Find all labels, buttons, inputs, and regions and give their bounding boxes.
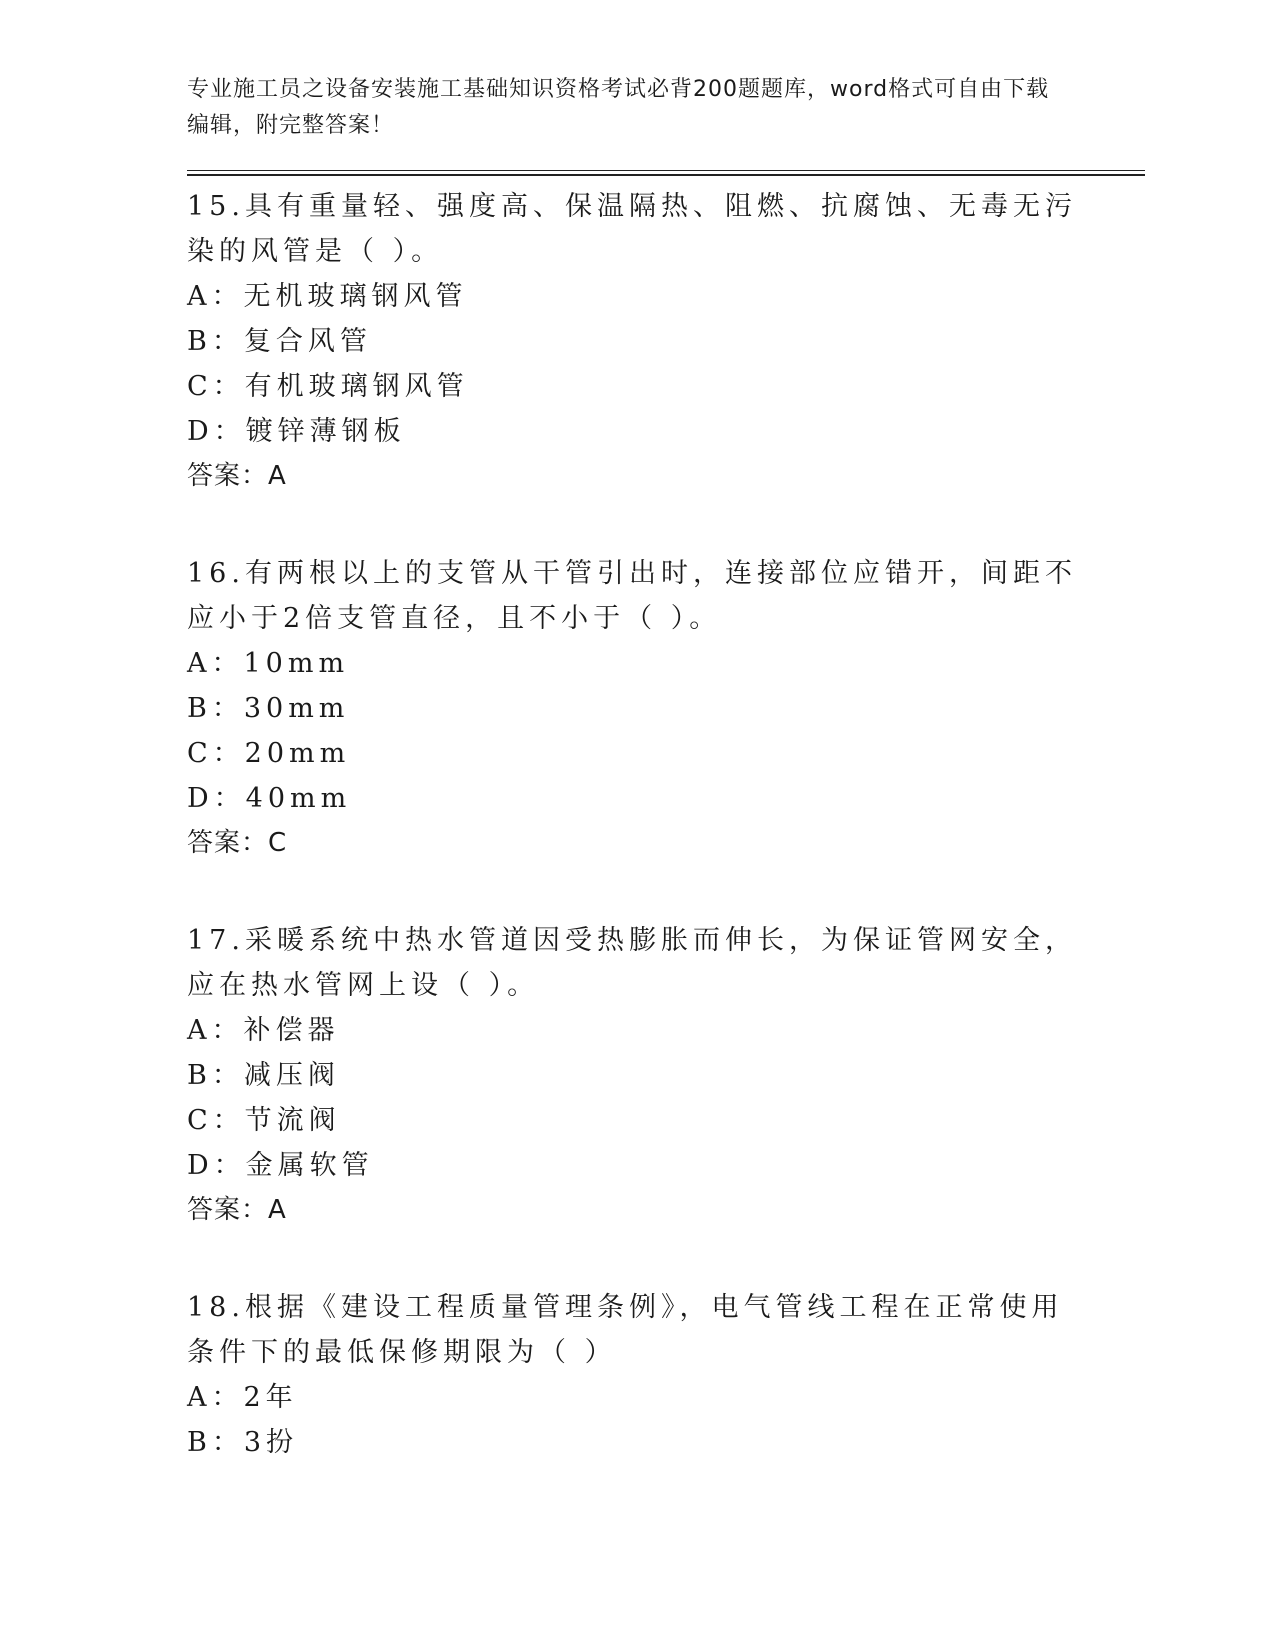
option-d: D：40mm xyxy=(187,783,352,814)
option-a: A：10mm xyxy=(187,648,350,679)
option-d: D：金属软管 xyxy=(187,1150,374,1181)
option-b: B：30mm xyxy=(187,693,350,724)
option-b: B：3扮 xyxy=(187,1427,299,1458)
question-15 xyxy=(187,184,1147,499)
answer-line: 答案：A xyxy=(187,1195,287,1225)
option-c: C：有机玻璃钢风管 xyxy=(187,371,469,402)
option-a: A：无机玻璃钢风管 xyxy=(187,281,468,312)
answer-line: 答案：A xyxy=(187,461,287,491)
option-a: A：2年 xyxy=(187,1382,298,1413)
option-b: B：减压阀 xyxy=(187,1060,340,1091)
question-16 xyxy=(187,551,1147,866)
option-b: B：复合风管 xyxy=(187,326,372,357)
answer-line: 答案：C xyxy=(187,828,288,858)
header-divider xyxy=(187,170,1145,176)
option-d: D：镀锌薄钢板 xyxy=(187,416,406,447)
question-stem: 16.有两根以上的支管从干管引出时，连接部位应错开，间距不应小于2倍支管直径，且不小于（ ）。 xyxy=(187,558,1077,634)
question-stem: 17.采暖系统中热水管道因受热膨胀而伸长，为保证管网安全，应在热水管网上设（ ）。 xyxy=(187,925,1077,1001)
question-18 xyxy=(187,1285,1147,1465)
question-stem: 15.具有重量轻、强度高、保温隔热、阻燃、抗腐蚀、无毒无污染的风管是（ ）。 xyxy=(187,191,1077,267)
question-stem: 18.根据《建设工程质量管理条例》，电气管线工程在正常使用条件下的最低保修期限为（ ） xyxy=(187,1292,1064,1368)
document-page xyxy=(187,72,1147,1465)
option-a: A：补偿器 xyxy=(187,1015,340,1046)
option-c: C：节流阀 xyxy=(187,1105,341,1136)
option-c: C：20mm xyxy=(187,738,351,769)
document-header: 专业施工员之设备安装施工基础知识资格考试必背200题题库，word格式可自由下载编辑，附完整答案！ xyxy=(187,77,1050,138)
question-17 xyxy=(187,918,1147,1233)
